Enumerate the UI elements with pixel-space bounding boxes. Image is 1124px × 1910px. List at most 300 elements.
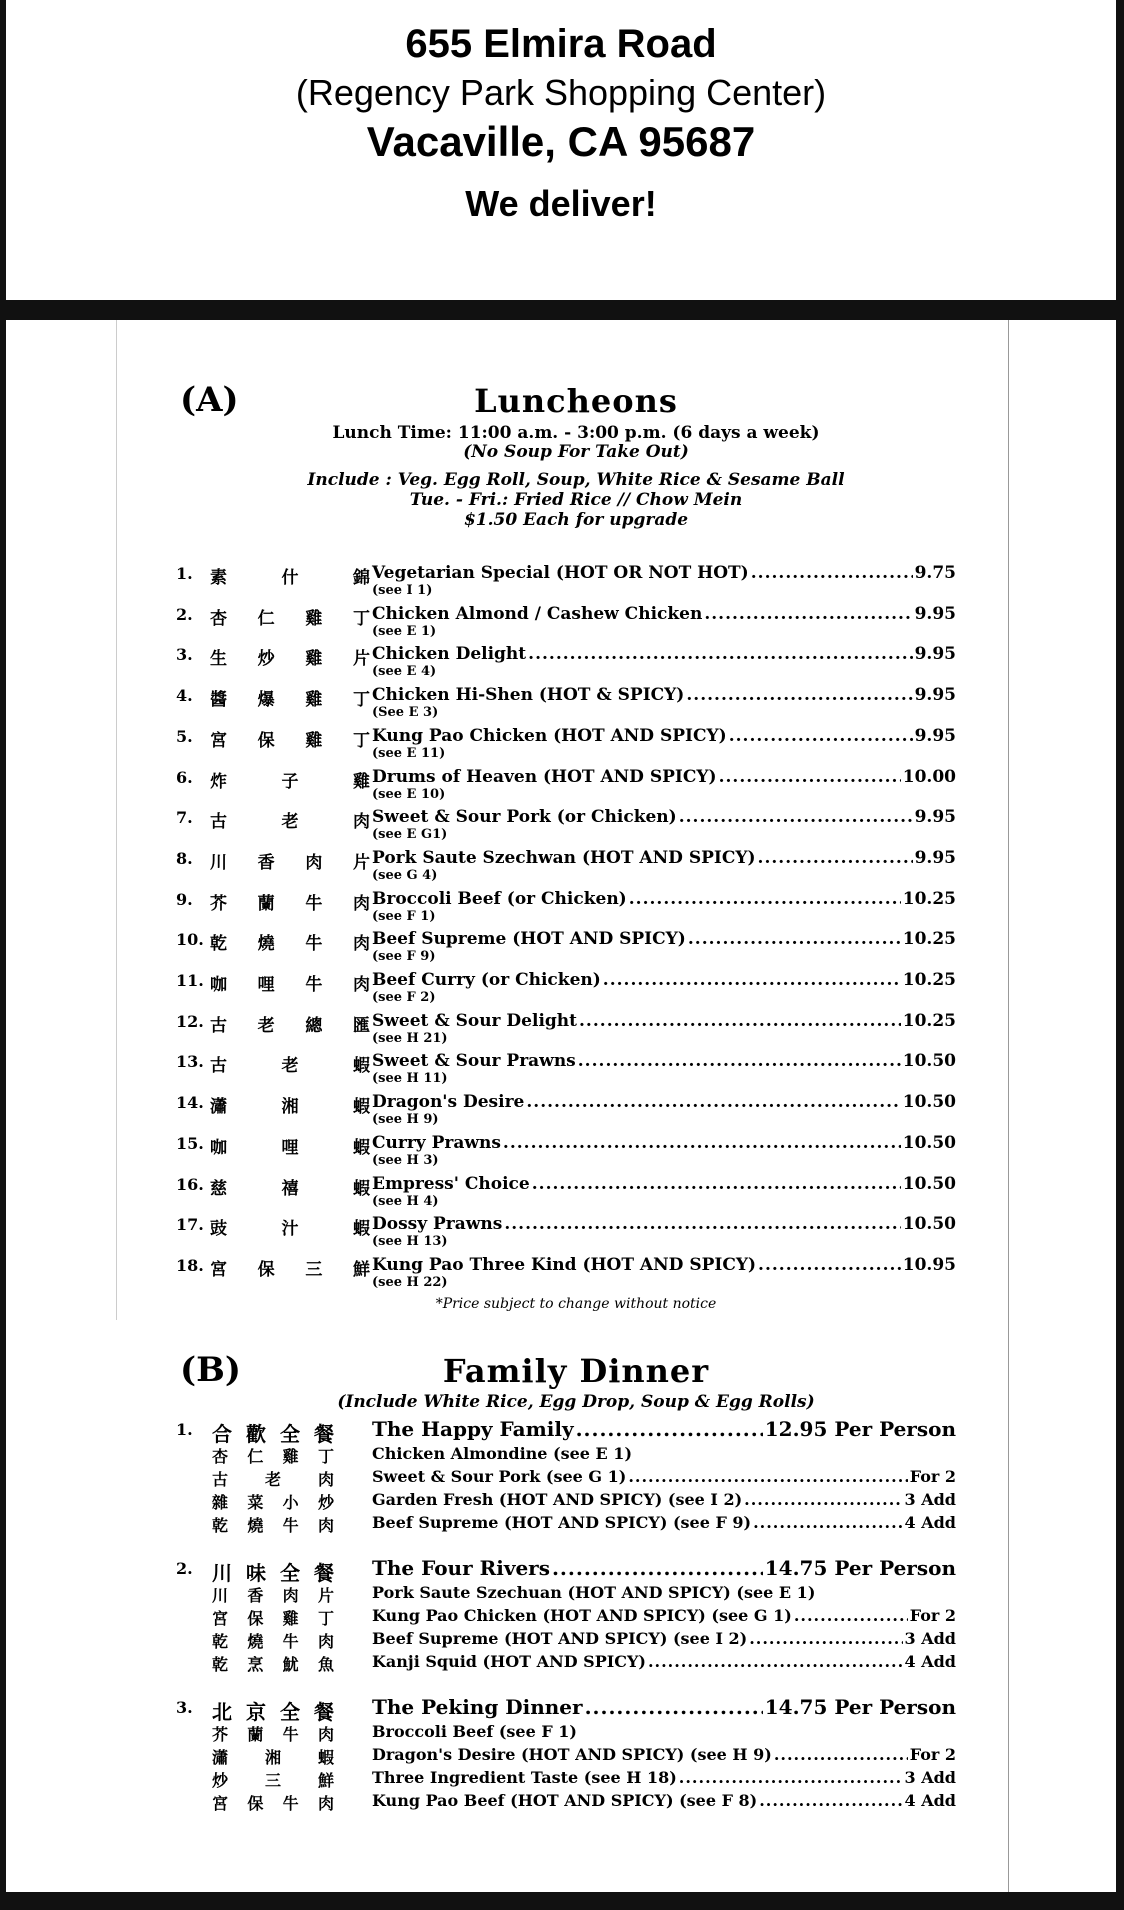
dot-leader [719,767,901,787]
chinese-name [212,1606,334,1629]
chinese-char: 肉 [352,893,370,914]
luncheons-title: Luncheons [474,382,678,420]
chinese-char: 片 [317,1586,334,1605]
dot-leader [751,563,913,583]
dinner-dish [212,1467,956,1489]
chinese-name [212,1696,334,1725]
luncheon-item [176,643,956,670]
header-panel [6,0,1116,300]
chinese-char: 魚 [317,1655,334,1674]
chinese-name [212,1444,334,1467]
dot-leader [504,1214,900,1234]
dot-leader [526,1092,900,1112]
luncheon-item [176,806,956,833]
item-reference: (see F 9) [372,949,436,965]
address-city: Vacaville, CA 95687 [366,118,756,165]
chinese-char: 仁 [257,608,275,629]
item-price: 10.95 [902,1254,956,1275]
chinese-char: 杏 [210,608,227,629]
dish-line [372,1490,956,1509]
dish-line [372,1513,956,1532]
chinese-name [212,1629,334,1652]
chinese-name [210,644,370,669]
item-reference: (see H 3) [372,1152,439,1168]
chinese-char: 肉 [317,1632,334,1651]
menu-panel [6,320,1116,1892]
dot-leader [774,1745,908,1764]
chinese-char: 丁 [352,730,370,751]
dot-leader [576,1417,763,1441]
item-line [372,644,956,664]
item-reference: (see H 11) [372,1071,448,1087]
dinner-dish [212,1791,956,1813]
address-street: 655 Elmira Road [405,22,717,66]
dish-price: For 2 [909,1745,956,1764]
chinese-char: 蘭 [247,1725,264,1744]
chinese-char: 牛 [282,1725,299,1744]
chinese-name [210,1133,370,1158]
dish-line [372,1606,956,1625]
no-soup-info: (No Soup For Take Out) [463,442,689,462]
item-reference: (see H 9) [372,1112,439,1128]
dish-name: Three Ingredient Taste (see H 18) [372,1768,677,1787]
chinese-char: 芥 [210,893,227,914]
delivery-tagline: We deliver! [465,183,657,224]
chinese-char: 蝦 [353,1137,370,1158]
chinese-char: 瀟 [210,1097,227,1118]
chinese-char: 三 [305,1259,323,1280]
item-name: Empress' Choice [372,1173,530,1194]
item-name: Dragon's Desire [372,1092,525,1113]
item-price: 9.95 [914,685,956,706]
chinese-char: 保 [247,1794,264,1813]
chinese-char: 醬 [210,690,227,711]
family-letter: (B) [180,1350,241,1390]
dinner-dish [212,1745,956,1767]
chinese-char: 乾 [212,1632,229,1651]
chinese-char: 牛 [282,1516,299,1535]
item-price: 9.95 [914,807,956,828]
chinese-char: 古 [210,812,227,833]
dot-leader [578,1051,901,1071]
chinese-name [210,970,370,995]
item-name: Sweet & Sour Pork (or Chicken) [372,807,677,828]
item-price: 10.25 [902,970,956,990]
item-number: 4. [176,686,193,706]
item-number: 13. [176,1052,204,1072]
dot-leader [753,1513,902,1532]
item-line [372,1133,956,1153]
dish-name: Beef Supreme (HOT AND SPICY) (see I 2) [372,1629,748,1648]
chinese-char: 炒 [212,1771,229,1790]
chinese-char: 古 [212,1470,229,1489]
chinese-char: 魷 [282,1655,299,1674]
family-dinner-item [176,1695,956,1724]
dot-leader [648,1652,903,1671]
chinese-char: 匯 [352,1015,370,1036]
chinese-char: 宮 [212,1794,229,1813]
item-name: Sweet & Sour Prawns [372,1051,576,1072]
item-line [372,685,956,705]
chinese-char: 燒 [247,1632,264,1651]
dish-price: 4 Add [904,1791,956,1810]
family-title: Family Dinner [442,1352,710,1390]
chinese-name [210,807,370,832]
dinner-dish [212,1722,956,1744]
dish-name: Sweet & Sour Pork (see G 1) [372,1467,627,1486]
dish-line [372,1444,956,1463]
dinner-dish [212,1444,956,1466]
chinese-char: 瀟 [212,1748,229,1767]
item-price: 10.50 [902,1092,956,1113]
dinner-line [372,1695,956,1719]
chinese-char: 炒 [257,649,275,670]
item-number: 14. [176,1093,204,1113]
chinese-char: 川 [212,1586,229,1605]
item-reference: (see E 1) [372,623,437,639]
dish-price: 3 Add [904,1490,956,1509]
item-price: 9.95 [914,725,956,746]
dish-line [372,1467,956,1486]
luncheon-item [176,888,956,912]
chinese-name [212,1745,334,1768]
item-price: 10.25 [902,1010,956,1031]
item-price: 10.25 [902,888,956,909]
item-price: 10.50 [902,1214,956,1235]
chinese-char: 乾 [212,1655,229,1674]
dish-line [372,1768,956,1787]
item-number: 15. [176,1133,204,1153]
dinner-dish [212,1629,956,1651]
item-number: 8. [176,848,193,868]
chinese-char: 保 [257,1259,275,1280]
dinner-name: The Peking Dinner [372,1695,583,1719]
chinese-char: 牛 [305,975,323,995]
chinese-char: 小 [282,1493,299,1512]
chinese-char: 香 [247,1586,264,1605]
chinese-char: 子 [281,771,299,792]
dot-leader [729,726,913,746]
chinese-char: 肉 [317,1516,334,1535]
dot-leader [579,1011,901,1031]
chinese-char: 餐 [314,1561,334,1585]
chinese-name [212,1513,334,1536]
chinese-char: 川 [212,1561,232,1585]
dinner-price: 12.95 Per Person [764,1417,956,1441]
dish-line [372,1745,956,1764]
chinese-char: 肉 [317,1794,334,1813]
luncheon-item [176,725,956,749]
luncheon-item [176,847,956,871]
chinese-char: 蝦 [353,1219,370,1240]
chinese-name [210,1255,370,1280]
chinese-name [210,1092,370,1117]
family-dinner-item [176,1556,956,1585]
chinese-char: 乾 [210,934,227,955]
dish-price: 4 Add [904,1652,956,1671]
item-number: 16. [176,1174,204,1194]
dinner-line [372,1417,956,1441]
item-name: Sweet & Sour Delight [372,1010,578,1031]
chinese-name [210,1214,370,1239]
dinner-dish [212,1490,956,1512]
item-reference: (see E G1) [372,827,448,843]
chinese-name [210,848,370,873]
chinese-name [212,1557,334,1586]
item-name: Chicken Almond / Cashew Chicken [372,603,703,624]
chinese-char: 老 [264,1470,281,1489]
item-number: 12. [176,1011,204,1031]
item-number: 17. [176,1215,204,1235]
chinese-char: 蘭 [257,893,275,914]
dot-leader [759,1791,902,1810]
chinese-char: 保 [247,1609,264,1628]
chinese-name [212,1490,334,1513]
chinese-char: 雞 [282,1447,299,1466]
chinese-name [212,1652,334,1675]
address-center: (Regency Park Shopping Center) [295,72,827,113]
dish-price: 3 Add [904,1629,956,1648]
chinese-char: 北 [212,1700,232,1724]
dinner-dish [212,1652,956,1674]
chinese-char: 老 [281,1056,299,1077]
dish-name: Kung Pao Beef (HOT AND SPICY) (see F 8) [372,1791,758,1810]
chinese-char: 芥 [212,1725,229,1744]
chinese-char: 京 [246,1700,266,1724]
item-reference: (see E 10) [372,786,446,802]
chinese-char: 味 [246,1561,266,1585]
dinner-dish [212,1606,956,1628]
fried-rice-info: Tue. - Fri.: Fried Rice // Chow Mein [409,490,743,510]
chinese-char: 丁 [317,1609,334,1628]
dish-name: Chicken Almondine (see E 1) [372,1444,633,1463]
item-name: Kung Pao Chicken (HOT AND SPICY) [372,725,727,746]
luncheon-item [176,603,956,627]
chinese-char: 雜 [212,1493,229,1512]
luncheon-item [176,1213,956,1240]
item-name: Beef Curry (or Chicken) [372,970,601,990]
luncheon-item [176,766,956,790]
dish-line [372,1629,956,1648]
chinese-char: 全 [280,1700,300,1724]
chinese-char: 丁 [317,1447,334,1466]
chinese-char: 烹 [247,1655,264,1674]
chinese-char: 肉 [352,975,370,995]
price-note: *Price subject to change without notice [435,1296,717,1312]
dot-leader [528,644,912,664]
item-line [372,848,956,868]
chinese-char: 肉 [353,812,370,833]
chinese-char: 雞 [305,730,323,751]
dish-price: 3 Add [904,1768,956,1787]
chinese-char: 肉 [305,852,323,873]
chinese-char: 燒 [257,934,275,955]
chinese-char: 全 [280,1422,300,1446]
dot-leader [758,848,913,868]
dinner-line [372,1556,956,1580]
dot-leader [679,807,913,827]
item-reference: (see H 22) [372,1274,448,1290]
dinner-number: 3. [176,1698,193,1717]
dinner-price: 14.75 Per Person [764,1556,956,1580]
item-reference: (see F 1) [372,908,436,924]
chinese-name [210,1011,370,1036]
item-name: Chicken Delight [372,644,527,665]
chinese-char: 肉 [317,1725,334,1744]
dish-line [372,1652,956,1671]
dot-leader [686,685,912,705]
chinese-char: 宮 [210,1259,227,1280]
item-reference: (see E 4) [372,664,437,680]
chinese-char: 哩 [257,975,275,995]
dinner-dish [212,1768,956,1790]
dot-leader [794,1606,908,1625]
item-number: 1. [176,564,193,583]
item-name: Dossy Prawns [372,1214,503,1235]
item-number: 7. [176,808,193,828]
item-reference: (see H 21) [372,1030,448,1046]
chinese-char: 蝦 [353,1056,370,1077]
dinner-dish [212,1513,956,1535]
chinese-char: 什 [281,568,299,588]
chinese-char: 總 [305,1015,323,1036]
chinese-char: 古 [210,1056,227,1077]
chinese-name [212,1418,334,1447]
chinese-char: 蝦 [353,1178,370,1199]
luncheon-item [176,1050,956,1077]
item-line [372,1051,956,1071]
item-reference: (See E 3) [372,705,439,721]
chinese-char: 素 [210,568,227,588]
chinese-char: 禧 [281,1178,299,1199]
item-line [372,604,956,624]
item-price: 9.95 [914,603,956,624]
item-price: 10.50 [902,1051,956,1072]
item-line [372,929,956,949]
dot-leader [749,1629,902,1648]
luncheon-item [176,928,956,955]
page-fold-rule [116,320,117,1320]
dish-line [372,1791,956,1810]
chinese-name [210,726,370,751]
chinese-char: 菜 [247,1493,264,1512]
chinese-char: 片 [352,649,370,670]
chinese-char: 三 [264,1771,281,1790]
chinese-char: 汁 [281,1219,299,1240]
chinese-char: 燒 [247,1516,264,1535]
chinese-char: 鮮 [317,1771,334,1790]
chinese-char: 肉 [352,934,370,955]
chinese-char: 雞 [353,771,370,792]
item-line [372,767,956,787]
chinese-char: 雞 [305,649,323,670]
chinese-char: 雞 [305,608,323,629]
dot-leader [744,1490,902,1509]
dish-line [372,1583,956,1602]
chinese-char: 湘 [264,1748,281,1767]
chinese-char: 牛 [282,1632,299,1651]
dish-price: 4 Add [904,1513,956,1532]
dinner-dish [212,1583,956,1605]
chinese-char: 片 [352,852,370,873]
dinner-number: 1. [176,1420,193,1439]
luncheon-item [176,1091,956,1118]
dot-leader [532,1174,901,1194]
item-price: 10.00 [902,766,956,787]
luncheon-item [176,1132,956,1156]
dish-name: Pork Saute Szechuan (HOT AND SPICY) (see E 1) [372,1583,816,1602]
chinese-name [210,889,370,914]
luncheon-item [176,1254,956,1278]
chinese-char: 咖 [210,1137,227,1158]
luncheon-item [176,969,956,993]
chinese-char: 保 [257,730,275,751]
chinese-name [210,1051,370,1076]
item-line [372,726,956,746]
dish-price: For 2 [909,1467,956,1486]
item-line [372,807,956,827]
dot-leader [679,1768,903,1787]
item-number: 9. [176,889,193,909]
item-price: 10.50 [902,1173,956,1194]
item-line [372,889,956,909]
item-number: 18. [176,1255,204,1275]
chinese-char: 牛 [305,934,323,955]
luncheon-item [176,1173,956,1197]
chinese-char: 乾 [212,1516,229,1535]
dot-leader [758,1255,901,1275]
item-number: 11. [176,971,204,990]
chinese-name [212,1722,334,1745]
chinese-name [212,1583,334,1606]
item-name: Curry Prawns [372,1132,501,1153]
item-reference: (see G 4) [372,867,438,883]
item-number: 2. [176,604,193,624]
item-reference: (see H 4) [372,1193,439,1209]
item-line [372,1174,956,1194]
chinese-name [210,604,370,629]
item-line [372,1011,956,1031]
chinese-name [210,929,370,954]
chinese-char: 宮 [210,730,227,751]
chinese-char: 湘 [281,1097,299,1118]
dinner-number: 2. [176,1559,193,1578]
item-name: Vegetarian Special (HOT OR NOT HOT) [372,563,749,583]
chinese-char: 杏 [212,1447,229,1466]
dot-leader [552,1556,763,1580]
item-number: 3. [176,645,193,665]
chinese-char: 川 [210,852,227,873]
item-number: 5. [176,726,193,746]
luncheon-item [176,562,956,586]
chinese-char: 丁 [352,608,370,629]
item-line [372,970,956,990]
item-price: 10.25 [902,929,956,950]
chinese-char: 豉 [210,1219,227,1240]
dot-leader [585,1695,763,1719]
dot-leader [503,1133,901,1153]
chinese-char: 老 [257,1015,275,1036]
include-info: Include : Veg. Egg Roll, Soup, White Rice & Sesame Ball [307,470,845,490]
chinese-char: 仁 [247,1447,264,1466]
item-name: Broccoli Beef (or Chicken) [372,888,627,909]
chinese-char: 香 [257,852,275,873]
family-info: (Include White Rice, Egg Drop, Soup & Egg Rolls) [337,1392,815,1412]
chinese-char: 古 [210,1015,227,1036]
chinese-char: 蝦 [317,1748,334,1767]
chinese-char: 老 [281,812,299,833]
chinese-char: 生 [210,649,227,670]
